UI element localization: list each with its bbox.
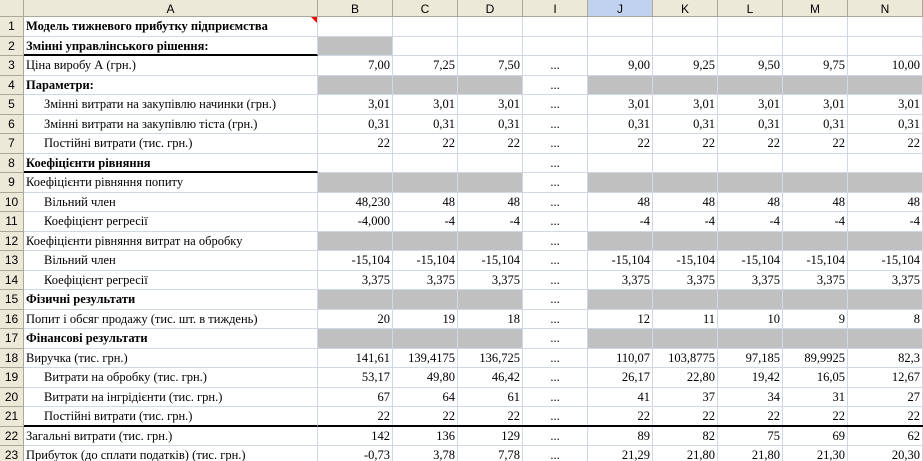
cell-m14[interactable]: 3,375 [783,271,848,291]
row-header-23[interactable]: 23 [0,446,24,461]
cell-b19[interactable]: 53,17 [318,368,393,388]
cell-j19[interactable]: 26,17 [588,368,653,388]
cell-b2[interactable] [318,37,393,57]
cell-b22[interactable]: 142 [318,427,393,447]
cell-n4[interactable] [848,76,923,96]
cell-d15[interactable] [458,290,523,310]
cell-d8[interactable] [458,154,523,174]
cell-b20[interactable]: 67 [318,388,393,408]
cell-a21[interactable]: Постійні витрати (тис. грн.) [24,407,318,427]
cell-n19[interactable]: 12,67 [848,368,923,388]
column-header-m[interactable]: M [783,0,848,17]
cell-d12[interactable] [458,232,523,252]
cell-a14[interactable]: Коефіцієнт регресії [24,271,318,291]
column-header-i[interactable]: I [523,0,588,17]
cell-j2[interactable] [588,37,653,57]
cell-c11[interactable]: -4 [393,212,458,232]
cell-i1[interactable] [523,17,588,37]
cell-k16[interactable]: 11 [653,310,718,330]
cell-k12[interactable] [653,232,718,252]
cell-j18[interactable]: 110,07 [588,349,653,369]
cell-i6[interactable]: ... [523,115,588,135]
cell-c21[interactable]: 22 [393,407,458,427]
cell-l2[interactable] [718,37,783,57]
cell-m3[interactable]: 9,75 [783,56,848,76]
row-header-11[interactable]: 11 [0,212,24,232]
cell-m5[interactable]: 3,01 [783,95,848,115]
cell-n21[interactable]: 22 [848,407,923,427]
cell-j13[interactable]: -15,104 [588,251,653,271]
cell-k14[interactable]: 3,375 [653,271,718,291]
cell-a16[interactable]: Попит і обсяг продажу (тис. шт. в тиждень) [24,310,318,330]
cell-c8[interactable] [393,154,458,174]
cell-l13[interactable]: -15,104 [718,251,783,271]
cell-a8[interactable]: Коефіцієнти рівняння [24,154,318,174]
cell-a1[interactable]: Модель тижневого прибутку підприємства [24,17,318,37]
cell-a9[interactable]: Коефіцієнти рівняння попиту [24,173,318,193]
row-header-5[interactable]: 5 [0,95,24,115]
cell-k15[interactable] [653,290,718,310]
cell-a17[interactable]: Фінансові результати [24,329,318,349]
cell-a10[interactable]: Вільний член [24,193,318,213]
cell-j23[interactable]: 21,29 [588,446,653,461]
cell-c14[interactable]: 3,375 [393,271,458,291]
cell-a7[interactable]: Постійні витрати (тис. грн.) [24,134,318,154]
cell-d13[interactable]: -15,104 [458,251,523,271]
cell-i21[interactable]: ... [523,407,588,427]
cell-j3[interactable]: 9,00 [588,56,653,76]
cell-c15[interactable] [393,290,458,310]
cell-c19[interactable]: 49,80 [393,368,458,388]
cell-m18[interactable]: 89,9925 [783,349,848,369]
cell-j1[interactable] [588,17,653,37]
column-header-a[interactable]: A [24,0,318,17]
cell-m4[interactable] [783,76,848,96]
cell-k19[interactable]: 22,80 [653,368,718,388]
cell-m1[interactable] [783,17,848,37]
cell-b6[interactable]: 0,31 [318,115,393,135]
cell-m9[interactable] [783,173,848,193]
cell-j12[interactable] [588,232,653,252]
row-header-2[interactable]: 2 [0,37,24,57]
cell-d6[interactable]: 0,31 [458,115,523,135]
cell-k21[interactable]: 22 [653,407,718,427]
cell-j10[interactable]: 48 [588,193,653,213]
cell-c2[interactable] [393,37,458,57]
cell-b4[interactable] [318,76,393,96]
column-header-c[interactable]: C [393,0,458,17]
cell-k17[interactable] [653,329,718,349]
cell-k10[interactable]: 48 [653,193,718,213]
cell-i17[interactable]: ... [523,329,588,349]
select-all-corner[interactable] [0,0,24,17]
cell-l11[interactable]: -4 [718,212,783,232]
cell-d21[interactable]: 22 [458,407,523,427]
row-header-21[interactable]: 21 [0,407,24,427]
cell-b5[interactable]: 3,01 [318,95,393,115]
cell-k6[interactable]: 0,31 [653,115,718,135]
cell-m16[interactable]: 9 [783,310,848,330]
cell-l8[interactable] [718,154,783,174]
cell-d1[interactable] [458,17,523,37]
cell-b12[interactable] [318,232,393,252]
cell-a22[interactable]: Загальні витрати (тис. грн.) [24,427,318,447]
cell-l22[interactable]: 75 [718,427,783,447]
row-header-13[interactable]: 13 [0,251,24,271]
cell-b11[interactable]: -4,000 [318,212,393,232]
cell-d3[interactable]: 7,50 [458,56,523,76]
total-divider-line [318,425,923,427]
row-header-8[interactable]: 8 [0,154,24,174]
cell-d10[interactable]: 48 [458,193,523,213]
cell-c1[interactable] [393,17,458,37]
cell-d22[interactable]: 129 [458,427,523,447]
cell-k18[interactable]: 103,8775 [653,349,718,369]
cell-c12[interactable] [393,232,458,252]
cell-n2[interactable] [848,37,923,57]
cell-n7[interactable]: 22 [848,134,923,154]
cell-i19[interactable]: ... [523,368,588,388]
cell-d23[interactable]: 7,78 [458,446,523,461]
cell-k9[interactable] [653,173,718,193]
cell-n16[interactable]: 8 [848,310,923,330]
cell-k7[interactable]: 22 [653,134,718,154]
cell-a11[interactable]: Коефіцієнт регресії [24,212,318,232]
row-header-1[interactable]: 1 [0,17,24,37]
cell-k8[interactable] [653,154,718,174]
row-header-14[interactable]: 14 [0,271,24,291]
cell-d20[interactable]: 61 [458,388,523,408]
cell-n5[interactable]: 3,01 [848,95,923,115]
row-header-10[interactable]: 10 [0,193,24,213]
cell-j4[interactable] [588,76,653,96]
cell-n3[interactable]: 10,00 [848,56,923,76]
row-header-22[interactable]: 22 [0,427,24,447]
cell-n20[interactable]: 27 [848,388,923,408]
cell-i10[interactable]: ... [523,193,588,213]
cell-n17[interactable] [848,329,923,349]
column-header-j[interactable]: J [588,0,653,17]
cell-n11[interactable]: -4 [848,212,923,232]
cell-n12[interactable] [848,232,923,252]
cell-a15[interactable]: Фізичні результати [24,290,318,310]
cell-c23[interactable]: 3,78 [393,446,458,461]
row-header-20[interactable]: 20 [0,388,24,408]
cell-b16[interactable]: 20 [318,310,393,330]
cell-k23[interactable]: 21,80 [653,446,718,461]
cell-k3[interactable]: 9,25 [653,56,718,76]
cell-m10[interactable]: 48 [783,193,848,213]
cell-l9[interactable] [718,173,783,193]
cell-j15[interactable] [588,290,653,310]
row-header-15[interactable]: 15 [0,290,24,310]
cell-d2[interactable] [458,37,523,57]
row-header-17[interactable]: 17 [0,329,24,349]
cell-n1[interactable] [848,17,923,37]
cell-b14[interactable]: 3,375 [318,271,393,291]
column-header-d[interactable]: D [458,0,523,17]
column-header-l[interactable]: L [718,0,783,17]
cell-j5[interactable]: 3,01 [588,95,653,115]
cell-m11[interactable]: -4 [783,212,848,232]
cell-d11[interactable]: -4 [458,212,523,232]
cell-a18[interactable]: Виручка (тис. грн.) [24,349,318,369]
cell-a6[interactable]: Змінні витрати на закупівлю тіста (грн.) [24,115,318,135]
cell-n13[interactable]: -15,104 [848,251,923,271]
cell-d5[interactable]: 3,01 [458,95,523,115]
cell-a20[interactable]: Витрати на інгрідієнти (тис. грн.) [24,388,318,408]
cell-b10[interactable]: 48,230 [318,193,393,213]
cell-i11[interactable]: ... [523,212,588,232]
cell-m22[interactable]: 69 [783,427,848,447]
row-header-19[interactable]: 19 [0,368,24,388]
cell-b1[interactable] [318,17,393,37]
cell-k1[interactable] [653,17,718,37]
cell-l14[interactable]: 3,375 [718,271,783,291]
cell-d4[interactable] [458,76,523,96]
cell-b17[interactable] [318,329,393,349]
cell-n10[interactable]: 48 [848,193,923,213]
cell-m6[interactable]: 0,31 [783,115,848,135]
cell-c6[interactable]: 0,31 [393,115,458,135]
column-header-b[interactable]: B [318,0,393,17]
cell-l5[interactable]: 3,01 [718,95,783,115]
cell-b9[interactable] [318,173,393,193]
cell-a12[interactable]: Коефіцієнти рівняння витрат на обробку [24,232,318,252]
cell-j17[interactable] [588,329,653,349]
cell-i2[interactable] [523,37,588,57]
cell-l1[interactable] [718,17,783,37]
cell-m19[interactable]: 16,05 [783,368,848,388]
cell-i14[interactable]: ... [523,271,588,291]
row-header-18[interactable]: 18 [0,349,24,369]
cell-m7[interactable]: 22 [783,134,848,154]
row-header-3[interactable]: 3 [0,56,24,76]
cell-b23[interactable]: -0,73 [318,446,393,461]
cell-j20[interactable]: 41 [588,388,653,408]
cell-l21[interactable]: 22 [718,407,783,427]
cell-c22[interactable]: 136 [393,427,458,447]
cell-c18[interactable]: 139,4175 [393,349,458,369]
cell-l10[interactable]: 48 [718,193,783,213]
cell-i13[interactable]: ... [523,251,588,271]
cell-a19[interactable]: Витрати на обробку (тис. грн.) [24,368,318,388]
cell-c4[interactable] [393,76,458,96]
cell-a23[interactable]: Прибуток (до сплати податків) (тис. грн.) [24,446,318,461]
cell-b8[interactable] [318,154,393,174]
cell-l3[interactable]: 9,50 [718,56,783,76]
cell-d18[interactable]: 136,725 [458,349,523,369]
cell-j11[interactable]: -4 [588,212,653,232]
cell-n15[interactable] [848,290,923,310]
cell-n22[interactable]: 62 [848,427,923,447]
cell-l15[interactable] [718,290,783,310]
cell-j14[interactable]: 3,375 [588,271,653,291]
cell-i12[interactable]: ... [523,232,588,252]
cell-i15[interactable]: ... [523,290,588,310]
cell-l4[interactable] [718,76,783,96]
cell-k20[interactable]: 37 [653,388,718,408]
cell-c7[interactable]: 22 [393,134,458,154]
cell-a13[interactable]: Вільний член [24,251,318,271]
cell-k11[interactable]: -4 [653,212,718,232]
cell-a2[interactable]: Змінні управлінського рішення: [24,37,318,57]
row-header-7[interactable]: 7 [0,134,24,154]
cell-l20[interactable]: 34 [718,388,783,408]
cell-n8[interactable] [848,154,923,174]
cell-l19[interactable]: 19,42 [718,368,783,388]
cell-d14[interactable]: 3,375 [458,271,523,291]
row-header-16[interactable]: 16 [0,310,24,330]
cell-n9[interactable] [848,173,923,193]
cell-n14[interactable]: 3,375 [848,271,923,291]
cell-n18[interactable]: 82,3 [848,349,923,369]
cell-c9[interactable] [393,173,458,193]
cell-m12[interactable] [783,232,848,252]
row-header-12[interactable]: 12 [0,232,24,252]
cell-d9[interactable] [458,173,523,193]
cell-l23[interactable]: 21,80 [718,446,783,461]
cell-k22[interactable]: 82 [653,427,718,447]
cell-b18[interactable]: 141,61 [318,349,393,369]
cell-d16[interactable]: 18 [458,310,523,330]
cell-c16[interactable]: 19 [393,310,458,330]
cell-c3[interactable]: 7,25 [393,56,458,76]
cell-l7[interactable]: 22 [718,134,783,154]
cell-i3[interactable]: ... [523,56,588,76]
cell-k4[interactable] [653,76,718,96]
cell-b3[interactable]: 7,00 [318,56,393,76]
cell-i16[interactable]: ... [523,310,588,330]
cell-i5[interactable]: ... [523,95,588,115]
cell-l18[interactable]: 97,185 [718,349,783,369]
cell-j8[interactable] [588,154,653,174]
cell-i22[interactable]: ... [523,427,588,447]
cell-i18[interactable]: ... [523,349,588,369]
cell-m21[interactable]: 22 [783,407,848,427]
cell-i9[interactable]: ... [523,173,588,193]
cell-j22[interactable]: 89 [588,427,653,447]
cell-m13[interactable]: -15,104 [783,251,848,271]
cell-j7[interactable]: 22 [588,134,653,154]
cell-k13[interactable]: -15,104 [653,251,718,271]
cell-j9[interactable] [588,173,653,193]
cell-i23[interactable]: ... [523,446,588,461]
column-header-k[interactable]: K [653,0,718,17]
cell-d17[interactable] [458,329,523,349]
cell-b7[interactable]: 22 [318,134,393,154]
row-header-6[interactable]: 6 [0,115,24,135]
cell-i4[interactable]: ... [523,76,588,96]
row-header-9[interactable]: 9 [0,173,24,193]
cell-c10[interactable]: 48 [393,193,458,213]
cell-d7[interactable]: 22 [458,134,523,154]
cell-d19[interactable]: 46,42 [458,368,523,388]
cell-i7[interactable]: ... [523,134,588,154]
cell-m17[interactable] [783,329,848,349]
cell-a5[interactable]: Змінні витрати на закупівлю начинки (грн.) [24,95,318,115]
cell-l17[interactable] [718,329,783,349]
cell-n23[interactable]: 20,30 [848,446,923,461]
cell-b21[interactable]: 22 [318,407,393,427]
cell-c17[interactable] [393,329,458,349]
cell-i8[interactable]: ... [523,154,588,174]
cell-m15[interactable] [783,290,848,310]
cell-l12[interactable] [718,232,783,252]
cell-j16[interactable]: 12 [588,310,653,330]
cell-i20[interactable]: ... [523,388,588,408]
cell-l16[interactable]: 10 [718,310,783,330]
cell-b15[interactable] [318,290,393,310]
cell-m8[interactable] [783,154,848,174]
cell-k2[interactable] [653,37,718,57]
cell-a3[interactable]: Ціна виробу А (грн.) [24,56,318,76]
cell-m23[interactable]: 21,30 [783,446,848,461]
cell-a4[interactable]: Параметри: [24,76,318,96]
cell-l6[interactable]: 0,31 [718,115,783,135]
cell-c13[interactable]: -15,104 [393,251,458,271]
cell-j21[interactable]: 22 [588,407,653,427]
cell-n6[interactable]: 0,31 [848,115,923,135]
cell-c5[interactable]: 3,01 [393,95,458,115]
cell-k5[interactable]: 3,01 [653,95,718,115]
column-header-n[interactable]: N [848,0,923,17]
cell-c20[interactable]: 64 [393,388,458,408]
row-header-4[interactable]: 4 [0,76,24,96]
cell-j6[interactable]: 0,31 [588,115,653,135]
cell-m2[interactable] [783,37,848,57]
cell-b13[interactable]: -15,104 [318,251,393,271]
cell-m20[interactable]: 31 [783,388,848,408]
